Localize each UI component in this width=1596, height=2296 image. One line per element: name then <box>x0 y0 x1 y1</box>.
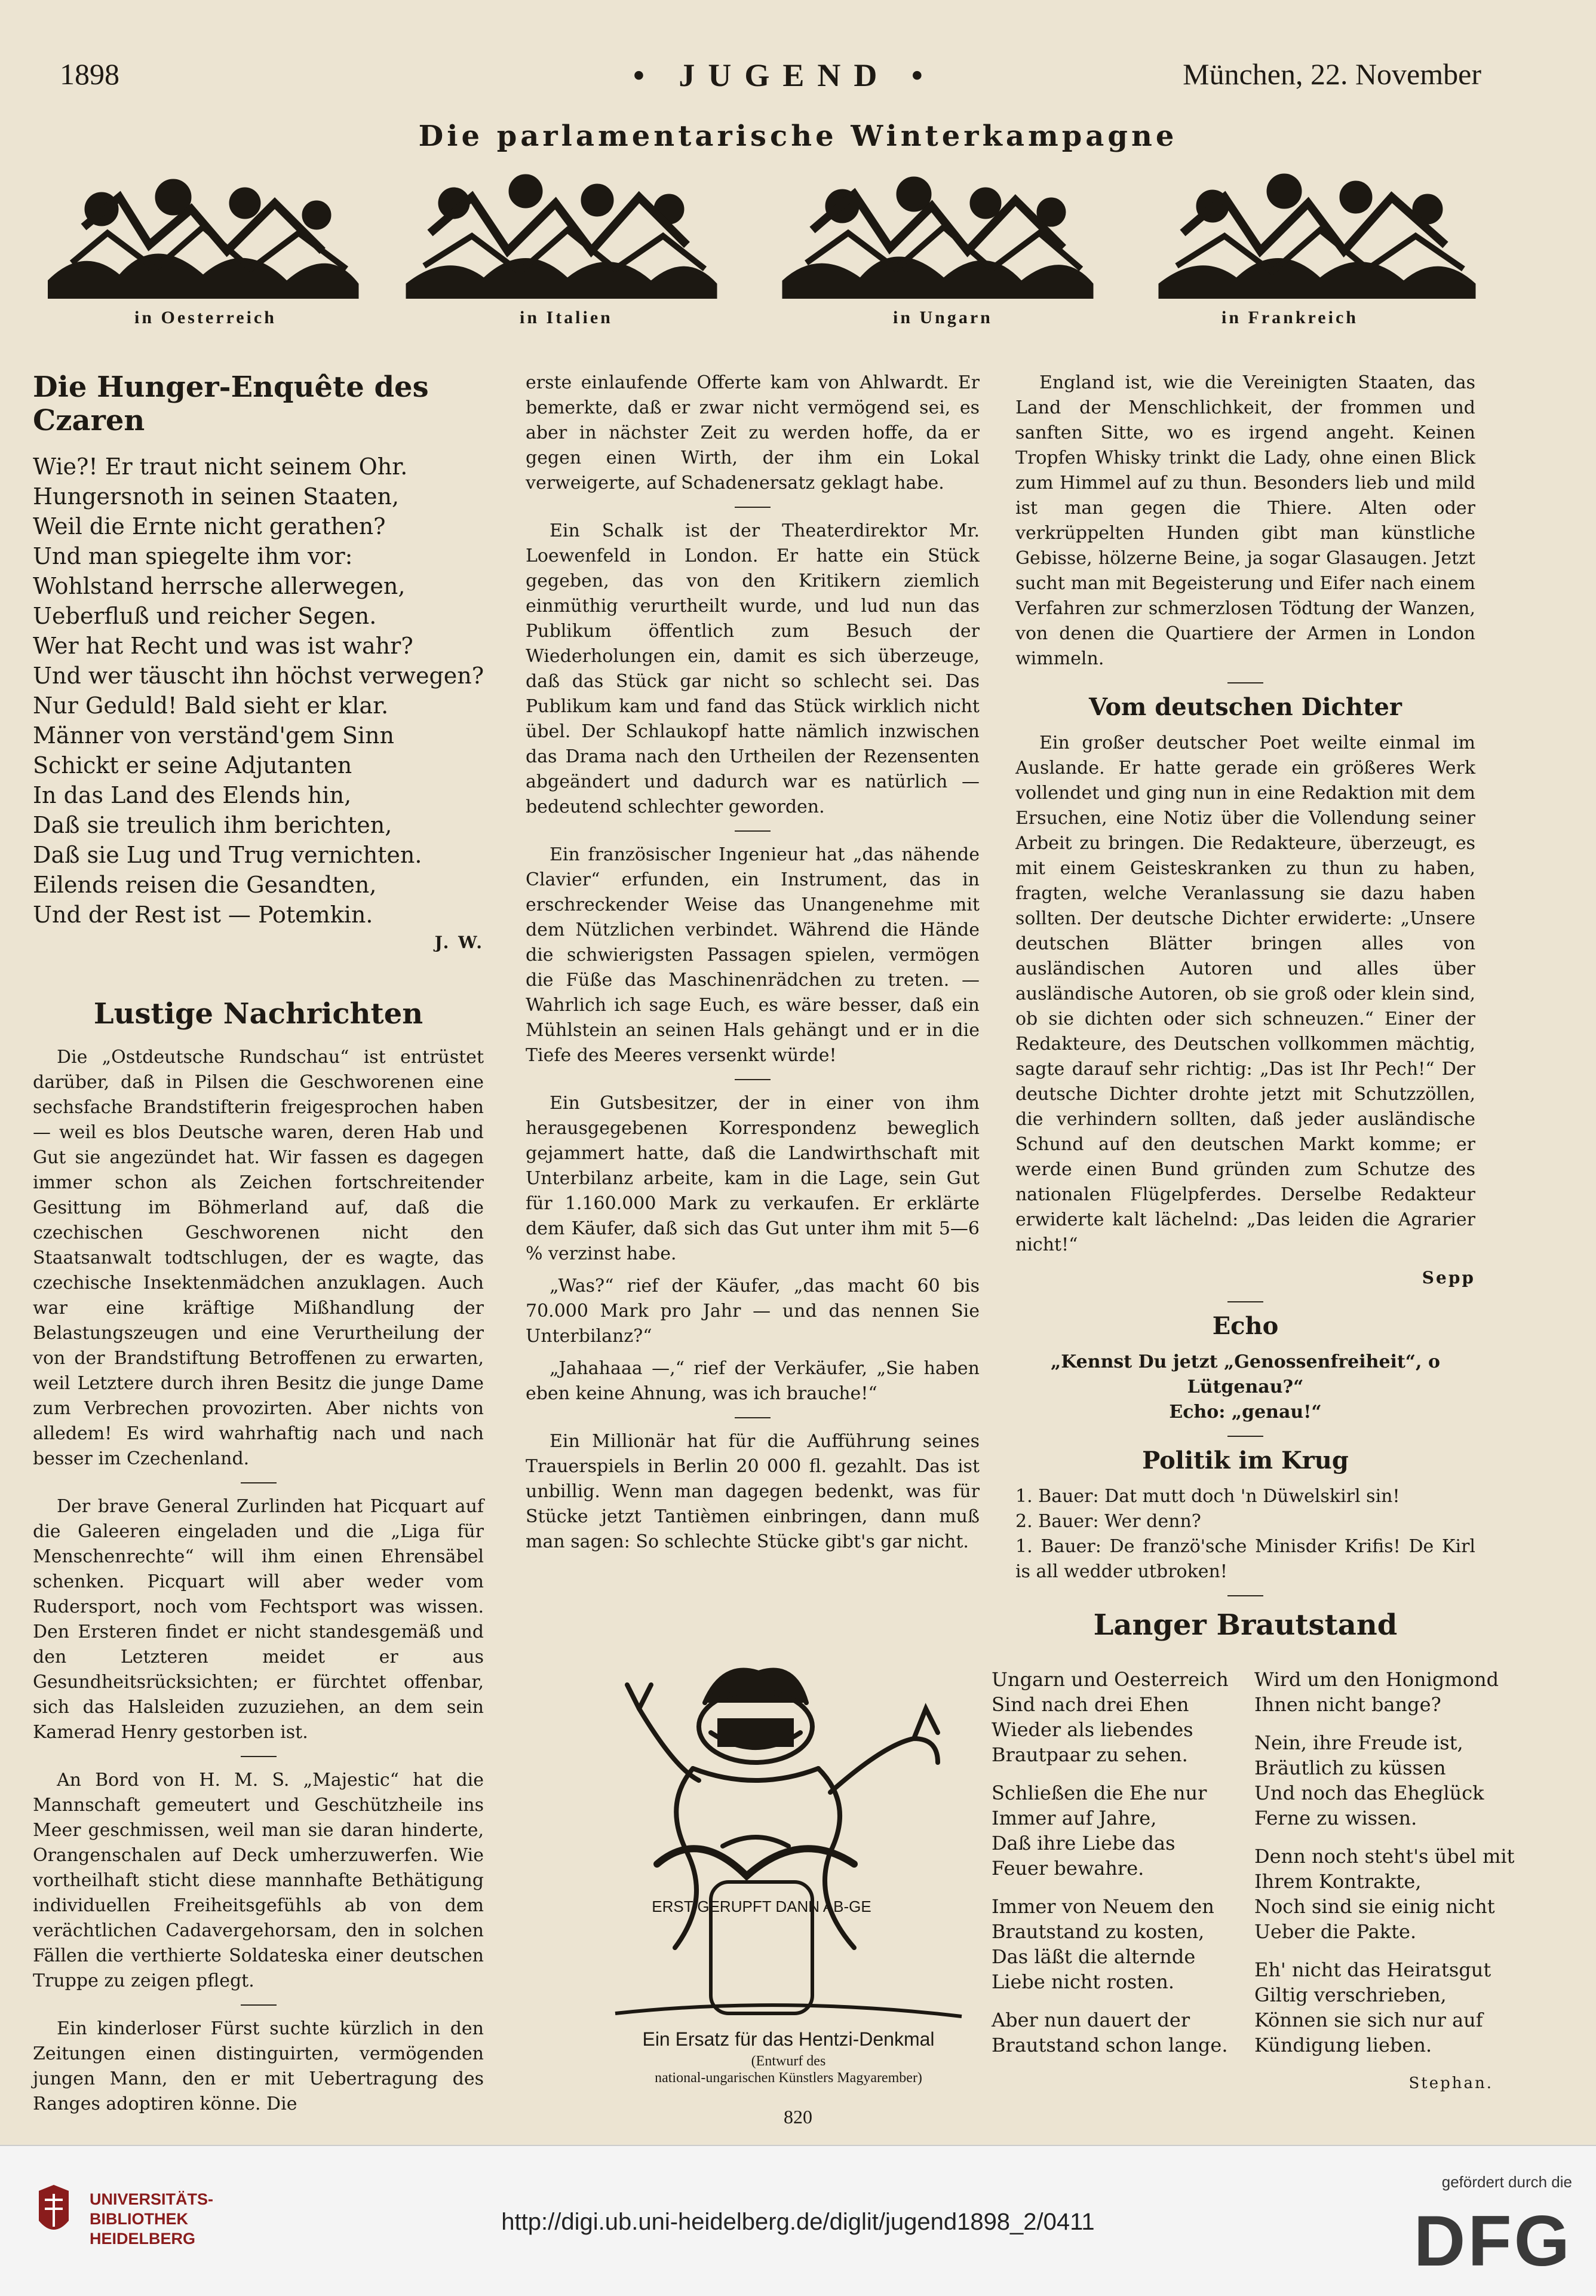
page-header <box>60 57 1481 105</box>
divider <box>1227 1595 1263 1596</box>
poem-signature: J. W. <box>434 933 484 952</box>
braut-stanza <box>1254 1667 1499 1717</box>
footer-bar <box>0 2145 1596 2296</box>
krug-title: Politik im Krug <box>1142 1446 1349 1475</box>
lustige-title: Lustige Nachrichten <box>93 997 423 1031</box>
hentzi-caricature-illustration <box>603 1649 974 2031</box>
braut-line: Ferne zu wissen. <box>1254 1807 1417 1829</box>
right-paragraph: England ist, wie die Vereinigten Staaten, das Land der Menschlichkeit, der frommen und sanften Sitte, wo es irgend angeht. Keinen Tropfen Whisky trinkt die Lady, ohne einen Blick zum Himmel auf zu thun. Besonders lieb und mild ist man gegen die Thiere. Alten oder verkrüppelten Hunden gibt man künstliche Gebisse, hölzerne Beine, ja sogar Glasaugen. Jetzt sucht man mit Begeisterung und Eifer nach einem Verfahren zur schmerzlosen Tödtung der Wanzen, von denen die Quartiere der Armen in London wimmeln. <box>1015 372 1475 669</box>
braut-line: Das läßt die alternde <box>992 1945 1196 1968</box>
poem-body <box>33 452 484 930</box>
poem-line: In das Land des Elends hin, <box>33 782 352 808</box>
poem-title: Die Hunger-Enquête des Czaren <box>33 370 429 437</box>
braut-stanza <box>1254 1730 1493 1831</box>
braut-line: Wieder als liebendes <box>992 1718 1193 1741</box>
divider <box>1227 1301 1263 1302</box>
poem-line: Schickt er seine Adjutanten <box>33 752 352 778</box>
krug-line: 1. Bauer: Dat mutt doch 'n Düwelskirl sin! <box>1015 1486 1400 1507</box>
braut-line: Und noch das Eheglück <box>1254 1782 1484 1804</box>
middle-paragraph: Ein Millionär hat für die Aufführung seines Trauerspiels in Berlin 20 000 fl. gezahlt. Das ist unbillig. Wenn man dagegen bedenkt, was für Stücke jetzt Tantièmen einbringen, dann muß man sagen: So schlechte Stücke gibt's gar nicht. <box>526 1431 980 1552</box>
poem-line: Hungersnoth in seinen Staaten, <box>33 483 400 510</box>
braut-stanza <box>992 1894 1230 1994</box>
divider <box>735 507 771 508</box>
header-date: München, 22. November <box>1183 57 1481 91</box>
divider <box>735 1079 771 1080</box>
middle-paragraph: erste einlaufende Offerte kam von Ahlwardt. Er bemerkte, daß er zwar nicht vermögend sei, es aber in nächster Zeit zu werden hoffe, da er gegen einen Wirth, der ihm ein Lokal verweigerte, auf Schadenersatz geklagt habe. <box>526 372 980 493</box>
braut-stanza <box>992 1667 1230 1767</box>
braut-line: Daß ihre Liebe das <box>992 1832 1175 1854</box>
dichter-signature: Sepp <box>1422 1268 1475 1288</box>
lustige-paragraph: Ein kinderloser Fürst suchte kürzlich in den Zeitungen einen distinguirten, vermögenden jungen Mann, den er mit Uebertragung des Ranges adoptiren könne. Die <box>33 2018 484 2114</box>
braut-stanza <box>992 2007 1230 2058</box>
braut-line: Giltig verschrieben, <box>1254 1984 1447 2006</box>
poem-line: Und der Rest ist — Potemkin. <box>33 902 373 928</box>
braut-title: Langer Brautstand <box>1093 1608 1398 1642</box>
braut-line: Ungarn und Oesterreich <box>992 1668 1229 1691</box>
braut-signature: Stephan. <box>1408 2074 1493 2092</box>
divider <box>241 2004 277 2006</box>
lustige-paragraph: Der brave General Zurlinden hat Picquart auf die Galeeren eingeladen und die „Liga für Menschenrechte“ will ihm einen Ehrensäbel schenken. Picquart will aber weder vom Rudersport, noch vom Fechtsport was wissen. Den Ersteren findet er nicht standesgemäß und den Letzteren meidet er aus Gesundheitsrücksichten; er fürchtet offenbar, sich das Halsleiden zuzuziehen, an dem sein Kamerad Henry gestorben ist. <box>33 1496 484 1743</box>
braut-line: Brautstand schon lange. <box>992 2034 1228 2056</box>
middle-paragraph: Ein französischer Ingenieur hat „das nähende Clavier“ erfunden, ein Instrument, das in erschreckender Weise das Unangenehme mit dem Nützlichen verbindet. Während die Hände die schwierigsten Passagen spielen, vermögen die Füße das Maschinenrädchen zu treten. — Wahrlich ich sage Euch, es wäre besser, daß ein Mühlstein an seinen Hals gehängt und er in die Tiefe des Meeres versenkt würde! <box>526 844 980 1066</box>
braut-line: Ihnen nicht bange? <box>1254 1693 1441 1716</box>
frieze-label-hungary: in Ungarn <box>893 308 993 327</box>
braut-line: Ihrem Kontrakte, <box>1254 1870 1422 1893</box>
frieze-title: Die parlamentarische Winterkampagne <box>418 119 1178 153</box>
braut-line: Können sie sich nur auf <box>1254 2009 1483 2031</box>
middle-paragraph: „Was?“ rief der Käufer, „das macht 60 bis 70.000 Mark pro Jahr — und das nennen Sie Unterbilanz?“ <box>526 1276 980 1347</box>
poem-line: Und man spiegelte ihm vor: <box>33 543 353 569</box>
dichter-title: Vom deutschen Dichter <box>1088 693 1402 721</box>
frieze-panel-hungary <box>782 177 1093 299</box>
frieze-panel-france <box>1159 174 1475 299</box>
frieze-panel-italy <box>406 174 717 299</box>
braut-line: Immer von Neuem den <box>992 1895 1214 1918</box>
dfg-logo[interactable]: DFG <box>1413 2201 1572 2281</box>
lustige-paragraph: An Bord von H. M. S. „Majestic“ hat die Mannschaft gemeutert und Geschützheile ins Meer geschmissen, weil man sie daran hinderte, Orangenschalen auf Deck umherzuwerfen. Wie vortheilhaft sticht diese mannhafte Bethätigung individuellen Freiheitsgefühls ab von dem verächtlichen Cadavergehorsam, den in solchen Fällen die verthierte Soldateska einer deutschen Truppe zu zeigen pflegt. <box>33 1770 484 1991</box>
braut-stanza <box>1254 1957 1493 2058</box>
header-year: 1898 <box>60 57 119 91</box>
divider <box>241 1482 277 1483</box>
frieze-illustration <box>48 161 1481 299</box>
braut-line: Eh' nicht das Heiratsgut <box>1254 1958 1491 1981</box>
poem-line: Wie?! Er traut nicht seinem Ohr. <box>33 453 408 480</box>
frieze-panel-austria <box>48 179 358 299</box>
left-column <box>33 370 484 2124</box>
poem-line: Daß sie Lug und Trug vernichten. <box>33 842 422 868</box>
braut-line: Feuer bewahre. <box>992 1857 1144 1880</box>
poem-line: Eilends reisen die Gesandten, <box>33 872 377 898</box>
braut-line: Wird um den Honigmond <box>1254 1668 1499 1691</box>
right-paragraph: Ein großer deutscher Poet weilte einmal im Auslande. Er hatte gerade ein größeres Werk vollendet und ging nun in eine Redaktion mit dem Ersuchen, eine Notiz über die Vollendung seiner Arbeit zu bringen. Die Redakteure, überzeugt, es mit einem Geisteskranken zu thun zu haben, fragten, welche Veranlassung sie dazu haben sollten. Der deutsche Dichter erwiderte: „Unsere deutschen Blätter bringen alles von ausländischen Autoren und alles über ausländische Autoren, ob sie groß oder klein sind, ob sie dichten oder sich schneuzen.“ Einer der Redakteure, des Deutschen vollkommen mächtig, sagte darauf sehr richtig: „Das ist Ihr Pech!“ Der deutsche Dichter drohte jetzt mit Schutzzöllen, die verhindern sollten, daß jeder ausländische Schund auf den deutschen Markt komme; er werde einen Bund gründen zum Schutze des nationalen Flügelpferdes. Derselbe Redakteur erwiderte kalt lächelnd: „Das leiden die Agrarier nicht!“ <box>1015 732 1475 1255</box>
braut-line: Schließen die Ehe nur <box>992 1782 1207 1804</box>
divider <box>735 1417 771 1418</box>
page-number: 820 <box>784 2106 812 2128</box>
braut-poem <box>992 1667 1515 2096</box>
illustration-credit: national-ungarischen Künstlers Magyarember) <box>655 2070 922 2086</box>
middle-paragraph: Ein Schalk ist der Theaterdirektor Mr. Loewenfeld in London. Er hatte ein Stück gegeben, das von den Kritikern ziemlich einmüthig verurtheilt wurde, und lud nun das Publikum öffentlich zum Besuch der Wiederholungen ein, damit es sich überzeuge, daß das Stück gar nicht so schlecht sei. Das Publikum kam und fand das Stück wirklich nicht übel. Der Schlaukopf hatte nämlich inzwischen das Drama nach den Urtheilen der Rezensenten abgeändert und dadurch war es natürlich — bedeutend schlechter geworden. <box>526 520 980 817</box>
poem-line: Wohlstand herrsche allerwegen, <box>33 573 406 599</box>
source-url-link[interactable]: http://digi.ub.uni-heidelberg.de/diglit/jugend1898_2/0411 <box>501 2209 1095 2235</box>
poem-line: Weil die Ernte nicht gerathen? <box>33 513 386 539</box>
braut-left-column <box>992 1667 1230 2096</box>
braut-stanza <box>992 1780 1230 1881</box>
braut-line: Sind nach drei Ehen <box>992 1693 1189 1716</box>
braut-line: Liebe nicht rosten. <box>992 1970 1174 1993</box>
braut-line: Aber nun dauert der <box>992 2009 1190 2031</box>
frieze-label-italy: in Italien <box>520 308 613 327</box>
right-column <box>1015 370 1475 1656</box>
lustige-paragraph: Die „Ostdeutsche Rundschau“ ist entrüstet darüber, daß in Pilsen die Geschworenen eine sechsfache Brandstifterin freigesprochen haben — weil es blos Deutsche waren, deren Hab und Gut sie angezündet hat. Wir fassen es dagegen immer schon als Zeichen fortschreitender Gesittung im Böhmerland auf, daß die czechischen Geschworenen nicht den Staatsanwalt todtschlugen, der es wagte, das czechische Insektenmädchen anzuklagen. Auch war eine kräftige Mißhandlung der Belastungszeugen und eine Verurtheilung der von der Brandstiftung Betroffenen zu erwarten, weil Letztere durch ihren Besitz die junge Dame zum Verbrechen provozirten. Aber nichts von alledem! Es wird wahrhaftig nach und nach besser im Czechenland. <box>33 1047 484 1469</box>
library-name-line: HEIDELBERG <box>90 2230 196 2248</box>
middle-paragraph: „Jahahaaa —,“ rief der Verkäufer, „Sie haben eben keine Ahnung, was ich brauche!“ <box>526 1358 980 1404</box>
braut-stanza <box>1254 1844 1515 1944</box>
braut-line: Nein, ihre Freude ist, <box>1254 1731 1463 1754</box>
poem-line: Und wer täuscht ihn höchst verwegen? <box>33 663 484 689</box>
braut-line: Noch sind sie einig nicht <box>1254 1895 1495 1918</box>
braut-line: Bräutlich zu küssen <box>1254 1757 1446 1779</box>
poem-line: Ueberfluß und reicher Segen. <box>33 603 377 629</box>
braut-line: Brautpaar zu sehen. <box>992 1743 1188 1766</box>
divider <box>1227 1436 1263 1437</box>
poem-line: Männer von verständ'gem Sinn <box>33 722 394 749</box>
poem-line: Nur Geduld! Bald sieht er klar. <box>33 692 389 719</box>
braut-right-column <box>1254 1667 1515 2096</box>
middle-column <box>526 370 980 1562</box>
divider <box>241 1756 277 1757</box>
stone-inscription: ERST GERUPFT DANN AB-GE <box>652 1898 871 1915</box>
divider <box>1227 682 1263 683</box>
illustration-caption: Ein Ersatz für das Hentzi-Denkmal <box>642 2028 935 2050</box>
poem-line: Wer hat Recht und was ist wahr? <box>33 633 413 659</box>
header-title: • JUGEND • <box>633 57 936 93</box>
library-name-line: UNIVERSITÄTS- <box>90 2190 214 2208</box>
krug-line: 1. Bauer: De franzö'sche Minisder Krifis! De Kirl is all wedder utbroken! <box>1015 1536 1475 1582</box>
krug-line: 2. Bauer: Wer denn? <box>1015 1511 1201 1532</box>
braut-line: Denn noch steht's übel mit <box>1254 1845 1515 1868</box>
middle-paragraph: Ein Gutsbesitzer, der in einer von ihm herausgegebenen Korrespondenz beweglich gejammert hatte, daß die Landwirthschaft mit Unterbilanz arbeite, kam in die Lage, sein Gut für 1.160.000 Mark zu verkaufen. Er erklärte dem Käufer, daß sich das Gut unter ihm mit 5—6 % verzinst habe. <box>526 1093 980 1264</box>
illustration-credit: (Entwurf des <box>751 2053 826 2069</box>
poem-line: Daß sie treulich ihm berichten, <box>33 812 392 838</box>
braut-line: Immer auf Jahre, <box>992 1807 1157 1829</box>
frieze-label-france: in Frankreich <box>1221 308 1358 327</box>
frieze-label-austria: in Oesterreich <box>134 308 277 327</box>
braut-line: Brautstand zu kosten, <box>992 1920 1205 1943</box>
funder-label: gefördert durch die <box>1441 2173 1572 2191</box>
echo-line: „Kennst Du jetzt „Genossenfreiheit“, o Lütgenau?“ <box>1051 1351 1440 1397</box>
echo-title: Echo <box>1212 1312 1279 1340</box>
braut-line: Ueber die Pakte. <box>1254 1920 1417 1943</box>
divider <box>735 830 771 832</box>
library-name-line: BIBLIOTHEK <box>90 2210 188 2228</box>
echo-line: Echo: „genau!“ <box>1169 1402 1322 1423</box>
braut-line: Kündigung lieben. <box>1254 2034 1432 2056</box>
